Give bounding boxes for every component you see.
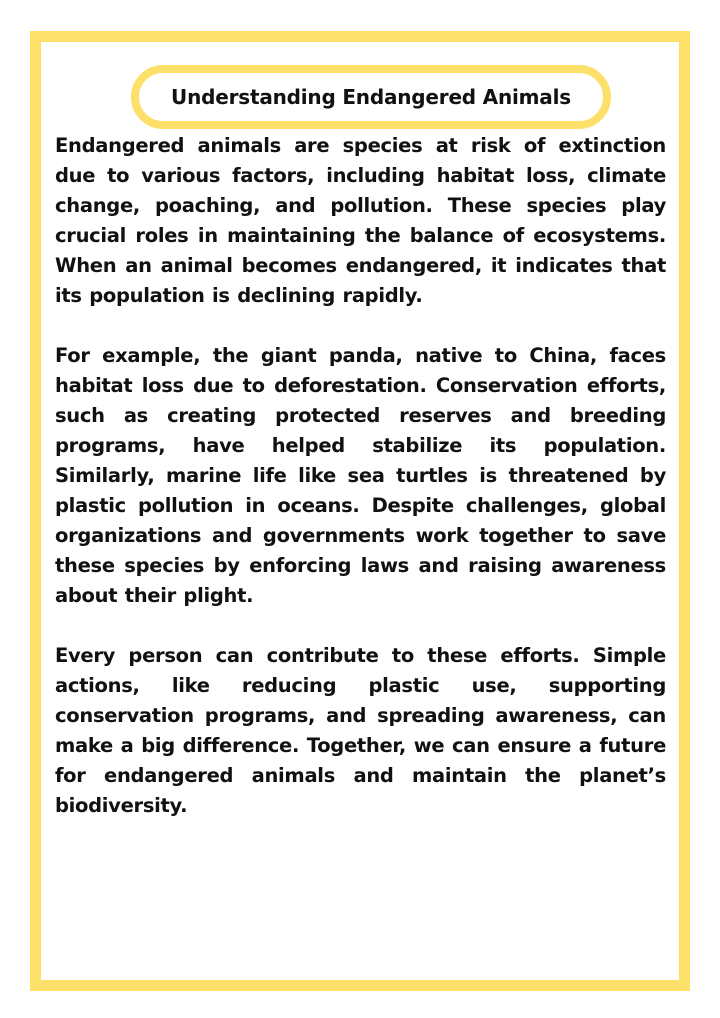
title-pill — [131, 65, 611, 129]
page-border-frame — [30, 31, 690, 991]
body-content — [55, 131, 666, 851]
paragraph-intro: Endangered animals are species at risk of extinction due to various factors, including habitat loss, climate change, poaching, and pollution. These species play crucial roles in maintaining the balance of ecosystems. When an animal becomes endangered, it indicates that its population is declining rapidly. — [55, 134, 666, 307]
page-title: Understanding Endangered Animals — [171, 85, 571, 109]
paragraph-action: Every person can contribute to these efforts. Simple actions, like reducing plastic use, supporting conservation programs, and spreading awareness, can make a big difference. Together, we can ensure a future for endangered animals and maintain the planet’s biodiversity. — [55, 644, 666, 817]
paragraph-examples: For example, the giant panda, native to China, faces habitat loss due to deforestation. Conservation efforts, such as creating protected reserves and breeding programs, have helped stabilize its population. Similarly, marine life like sea turtles is threatened by plastic pollution in oceans. Despite challenges, global organizations and governments work together to save these species by enforcing laws and raising awareness about their plight. — [55, 344, 666, 607]
